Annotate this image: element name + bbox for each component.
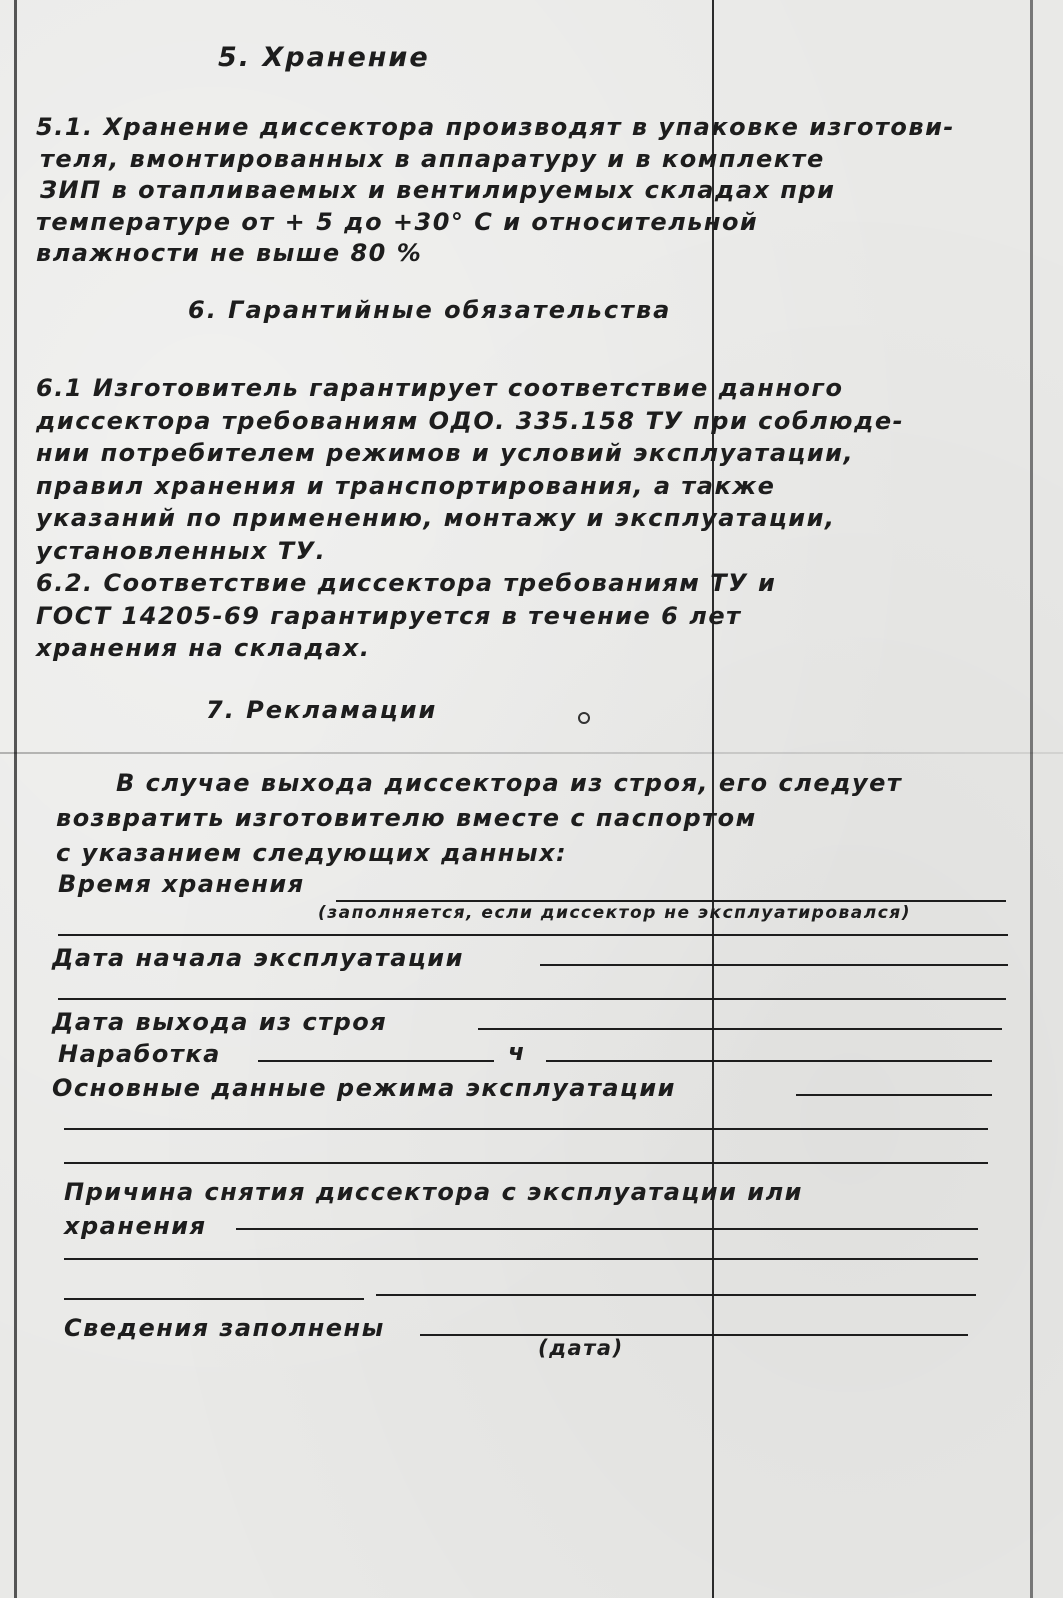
storage-time-line xyxy=(336,900,1006,902)
section-7-line: возвратить изготовителю вместе с паспортом xyxy=(56,804,757,832)
reason-label-cont: хранения xyxy=(64,1212,207,1240)
section-6-line: указаний по применению, монтажу и эксплуатации, xyxy=(36,504,836,532)
blank-line xyxy=(64,1128,988,1130)
reason-line xyxy=(236,1228,978,1230)
page-edge-left xyxy=(14,0,17,1598)
section-6-line: 6.1 Изготовитель гарантирует соответствие данного xyxy=(36,374,844,402)
page-edge-right xyxy=(1030,0,1033,1598)
section-6-line: 6.2. Соответствие диссектора требованиям ТУ и xyxy=(36,569,777,597)
section-5-line: ЗИП в отапливаемых и вентилируемых складах при xyxy=(40,176,836,204)
blank-line xyxy=(58,934,1008,936)
section-6-line: установленных ТУ. xyxy=(36,536,327,565)
reason-label: Причина снятия диссектора с эксплуатации или xyxy=(64,1178,803,1206)
storage-time-note: (заполняется, если диссектор не эксплуатировался) xyxy=(318,903,911,923)
fold-line-horizontal xyxy=(0,752,1063,754)
blank-line xyxy=(64,1162,988,1164)
failure-date-line xyxy=(478,1028,1002,1030)
blank-line xyxy=(64,1258,978,1260)
operating-time-unit: ч xyxy=(508,1038,526,1066)
section-7-title: 7. Рекламации xyxy=(206,696,438,724)
section-5-line: температуре от + 5 до +30° С и относительной xyxy=(36,207,759,236)
start-date-label: Дата начала эксплуатации xyxy=(52,944,464,972)
main-mode-label: Основные данные режима эксплуатации xyxy=(52,1074,676,1102)
operating-time-line xyxy=(258,1060,494,1062)
section-5-line: теля, вмонтированных в аппаратуру и в комплекте xyxy=(40,144,825,173)
storage-time-label: Время хранения xyxy=(58,870,305,898)
section-5-line: влажности не выше 80 % xyxy=(36,239,423,267)
operating-time-line-2 xyxy=(546,1060,992,1062)
punch-mark xyxy=(578,712,590,724)
main-mode-line xyxy=(796,1094,992,1096)
filled-label: Сведения заполнены xyxy=(64,1314,385,1342)
section-6-line: ГОСТ 14205-69 гарантируется в течение 6 лет xyxy=(36,601,742,630)
blank-line xyxy=(58,998,1006,1000)
blank-line xyxy=(64,1298,364,1300)
date-note: (дата) xyxy=(538,1336,624,1360)
section-6-line: нии потребителем режимов и условий эксплуатации, xyxy=(36,439,855,467)
section-6-title: 6. Гарантийные обязательства xyxy=(188,296,672,324)
operating-time-label: Наработка xyxy=(58,1040,221,1068)
section-6-line: хранения на складах. xyxy=(36,634,371,662)
section-6-line: правил хранения и транспортирования, а также xyxy=(36,471,776,500)
section-7-paragraph xyxy=(36,766,996,871)
section-6-paragraph xyxy=(36,372,996,665)
section-7-line: В случае выхода диссектора из строя, его следует xyxy=(116,769,903,797)
section-6-line: диссектора требованиям ОДО. 335.158 ТУ при соблюде- xyxy=(36,406,905,435)
section-5-line: 5.1. Хранение диссектора производят в упаковке изготови- xyxy=(36,113,955,141)
blank-line xyxy=(376,1294,976,1296)
start-date-line xyxy=(540,964,1008,966)
section-5-title: 5. Хранение xyxy=(218,42,430,73)
section-5-paragraph xyxy=(36,112,996,270)
filled-line xyxy=(420,1334,968,1336)
failure-date-label: Дата выхода из строя xyxy=(52,1008,388,1036)
section-7-line: с указанием следующих данных: xyxy=(56,839,568,867)
